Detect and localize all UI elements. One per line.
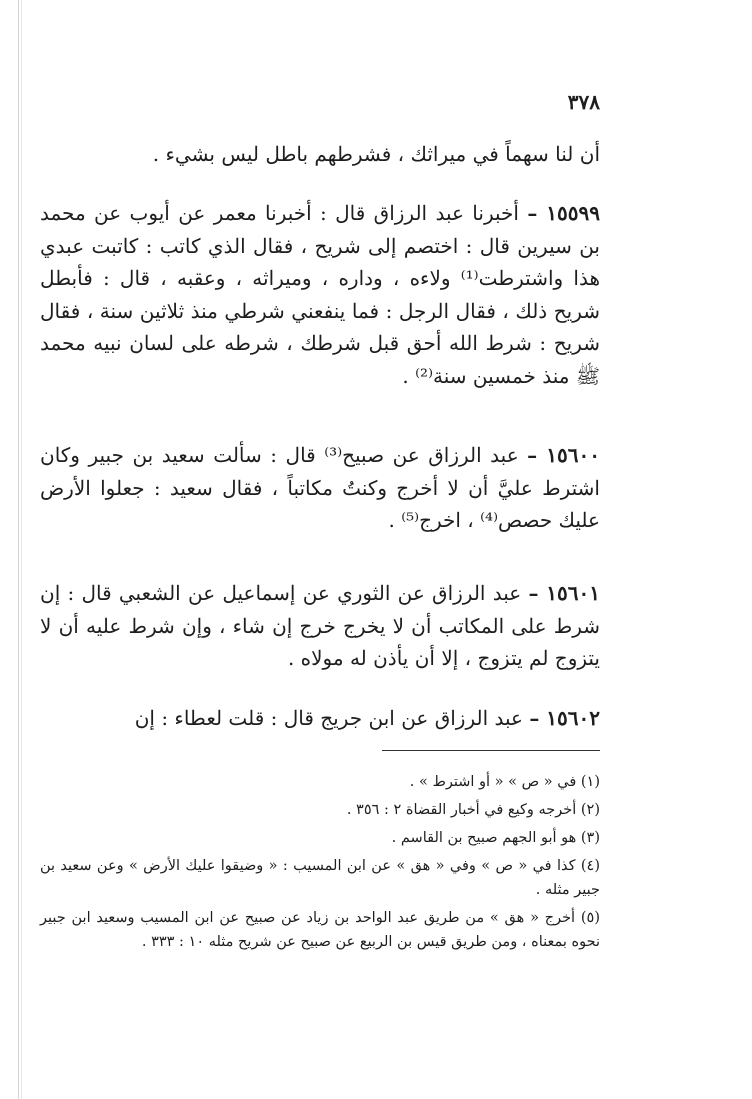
footnote-1: (١) في « ص » « أو اشترط » .	[409, 774, 600, 790]
page-number: ٣٧٨	[567, 90, 600, 114]
paragraph-text: عبد الرزاق عن صبيح⁽³⁾ قال : سألت سعيد بن جبير وكان اشترط عليَّ أن لا أخرج وكنتُ مكاتباً ، فقال سعيد : جعلوا الأرض عليك حصص⁽⁴⁾ ، اخرج⁽⁵⁾ .	[40, 443, 600, 533]
paragraph-text: أن لنا سهماً في ميراثك ، فشرطهم باطل ليس بشيء .	[152, 142, 600, 166]
binding-line	[18, 0, 19, 1099]
hadith-15600	[40, 439, 600, 537]
paragraph-text: أخبرنا عبد الرزاق قال : أخبرنا معمر عن أيوب عن محمد بن سيرين قال : اختصم إلى شريح ، فقال الذي كاتب : كاتبت عبدي هذا واشترطت⁽¹⁾ ولاءه ، وداره ، وميراثه ، وعقبه ، قال : فأبطل شريح ذلك ، فقال الرجل : فما ينفعني شرطي منذ ثلاثين سنة ، فقال شريح : شرط الله أحق قبل شرطك ، شرطه على لسان نبيه محمد ﷺ منذ خمسين سنة⁽²⁾ .	[40, 201, 600, 388]
binding-line-inner	[21, 0, 22, 1099]
footnote-2: (٢) أخرجه وكيع في أخبار القضاة ٢ : ٣٥٦ .	[346, 802, 600, 818]
hadith-number: ١٥٦٠٠ –	[527, 443, 600, 467]
footnote-4: (٤) كذا في « ص » وفي « هق » عن ابن المسيب : « وضيقوا عليك الأرض » وعن سعيد بن جبير مثله .	[40, 858, 600, 898]
hadith-number: ١٥٦٠١ –	[528, 581, 601, 605]
hadith-15601	[40, 577, 600, 675]
footnotes	[40, 770, 600, 954]
hadith-number: ١٥٦٠٢ –	[529, 706, 600, 730]
hadith-15602	[40, 702, 600, 735]
footnote-5: (٥) أخرج « هق » من طريق عبد الواحد بن زياد عن صبيح عن ابن المسيب وسعيد ابن جبير نحوه بمعناه ، ومن طريق قيس بن الربيع عن صبيح عن شريح مثله ١٠ : ٣٣٣ .	[40, 910, 600, 950]
footnote-divider	[382, 750, 600, 751]
hadith-15599	[40, 197, 600, 393]
paragraph-continuation	[40, 138, 600, 171]
paragraph-text: عبد الرزاق عن ابن جريج قال : قلت لعطاء : إن	[134, 706, 523, 730]
footnote-3: (٣) هو أبو الجهم صبيح بن القاسم .	[391, 830, 600, 846]
hadith-number: ١٥٥٩٩ –	[527, 201, 600, 225]
paragraph-text: عبد الرزاق عن الثوري عن إسماعيل عن الشعبي قال : إن شرط على المكاتب أن لا يخرج خرج إن شاء ، وإن شرط عليه أن لا يتزوج لم يتزوج ، إلا أن يأذن له مولاه .	[40, 581, 600, 671]
